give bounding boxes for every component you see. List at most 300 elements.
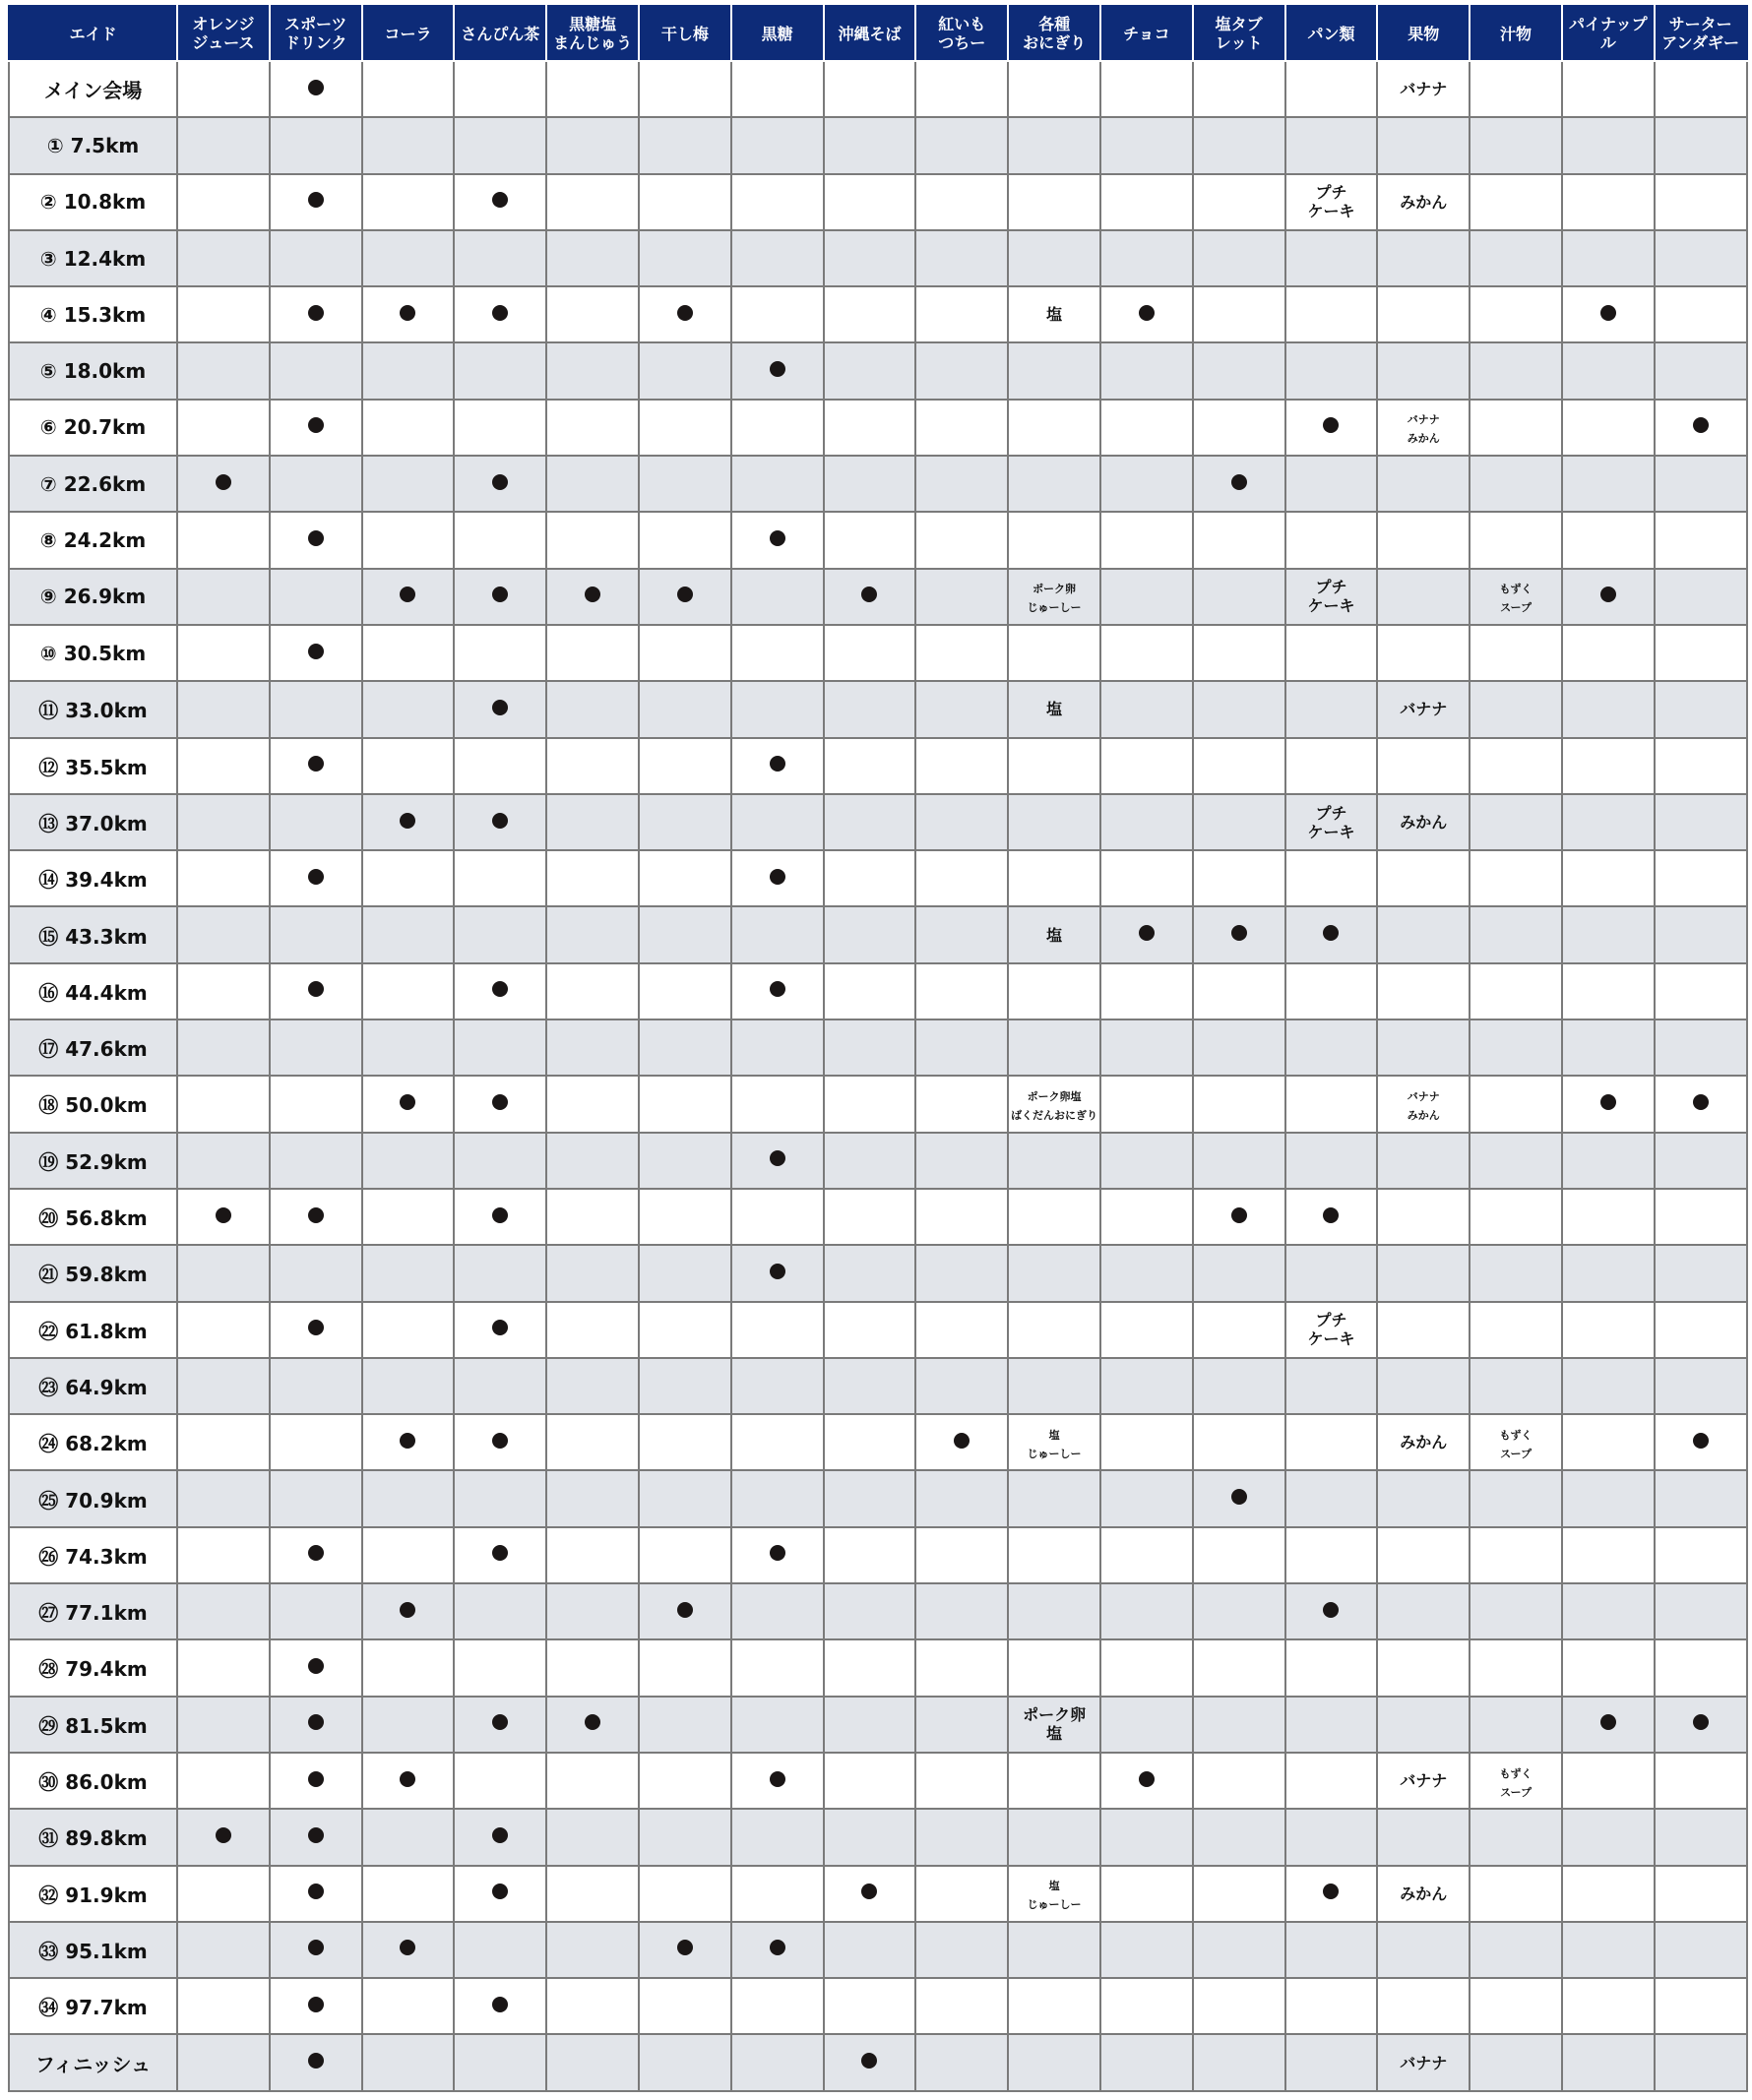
table-cell bbox=[1285, 1697, 1378, 1753]
table-cell bbox=[915, 906, 1008, 962]
table-cell bbox=[1377, 1189, 1470, 1245]
header-item bbox=[546, 6, 639, 61]
table-cell bbox=[915, 569, 1008, 625]
table-cell bbox=[1008, 1809, 1100, 1865]
table-cell bbox=[915, 342, 1008, 399]
table-cell bbox=[454, 2034, 546, 2090]
aid-station-table-container bbox=[8, 5, 1746, 2092]
table-cell bbox=[177, 681, 270, 737]
aid-station-label: ㉛ 89.8km bbox=[9, 1809, 177, 1865]
table-cell bbox=[454, 963, 546, 1019]
cell-text: バナナ bbox=[1400, 700, 1448, 719]
header-label: サーター アンダギー bbox=[1661, 15, 1740, 52]
provided-dot-icon bbox=[216, 1827, 231, 1843]
table-cell bbox=[824, 625, 916, 681]
table-cell bbox=[731, 906, 824, 962]
provided-dot-icon bbox=[1600, 1714, 1616, 1730]
provided-dot-icon bbox=[861, 587, 877, 602]
table-cell bbox=[731, 1076, 824, 1132]
table-cell bbox=[1377, 512, 1470, 568]
table-cell bbox=[546, 1583, 639, 1639]
table-cell bbox=[731, 738, 824, 794]
table-cell bbox=[1470, 117, 1562, 173]
provided-dot-icon bbox=[492, 587, 508, 602]
table-cell bbox=[731, 569, 824, 625]
table-cell bbox=[731, 117, 824, 173]
table-cell bbox=[454, 1358, 546, 1414]
table-cell bbox=[546, 1753, 639, 1809]
table-cell bbox=[1285, 286, 1378, 342]
cell-text: 塩 bbox=[1046, 305, 1063, 325]
table-cell bbox=[546, 906, 639, 962]
aid-station-label: ⑱ 50.0km bbox=[9, 1076, 177, 1132]
table-row bbox=[9, 512, 1747, 568]
table-cell bbox=[1377, 1978, 1470, 2034]
header-item bbox=[731, 6, 824, 61]
provided-dot-icon bbox=[308, 417, 324, 433]
table-cell bbox=[915, 1358, 1008, 1414]
provided-dot-icon bbox=[770, 1264, 785, 1279]
table-cell bbox=[1655, 342, 1747, 399]
table-row bbox=[9, 625, 1747, 681]
cell-text: もずく スープ bbox=[1499, 1766, 1533, 1799]
table-cell bbox=[824, 1922, 916, 1978]
table-cell bbox=[1655, 512, 1747, 568]
table-cell bbox=[1655, 286, 1747, 342]
table-cell bbox=[1470, 230, 1562, 286]
table-cell bbox=[454, 794, 546, 850]
table-cell bbox=[546, 456, 639, 512]
table-cell bbox=[1100, 1245, 1193, 1301]
table-cell bbox=[1285, 1133, 1378, 1189]
table-cell bbox=[1008, 1133, 1100, 1189]
table-cell bbox=[1193, 1245, 1285, 1301]
table-cell bbox=[1100, 286, 1193, 342]
provided-dot-icon bbox=[308, 80, 324, 95]
cell-text: もずく スープ bbox=[1499, 1428, 1533, 1460]
table-cell bbox=[639, 850, 731, 906]
table-cell bbox=[454, 1302, 546, 1358]
table-cell bbox=[1470, 1809, 1562, 1865]
table-cell bbox=[639, 1697, 731, 1753]
aid-station-label: ⑥ 20.7km bbox=[9, 400, 177, 456]
table-cell bbox=[1193, 286, 1285, 342]
header-label: スポーツ ドリンク bbox=[283, 15, 347, 52]
header-aid bbox=[9, 6, 177, 61]
table-row bbox=[9, 1583, 1747, 1639]
provided-dot-icon bbox=[400, 1940, 415, 1955]
provided-dot-icon bbox=[400, 813, 415, 829]
provided-dot-icon bbox=[400, 1602, 415, 1618]
header-label: 塩タブ レット bbox=[1215, 15, 1263, 52]
table-cell bbox=[1377, 456, 1470, 512]
table-cell bbox=[731, 456, 824, 512]
table-cell bbox=[639, 1302, 731, 1358]
table-cell bbox=[1377, 1639, 1470, 1696]
table-cell bbox=[1100, 1639, 1193, 1696]
table-cell bbox=[546, 1527, 639, 1583]
header-label: 沖縄そば bbox=[838, 24, 902, 43]
table-row bbox=[9, 400, 1747, 456]
table-cell bbox=[454, 850, 546, 906]
table-cell bbox=[454, 230, 546, 286]
table-cell bbox=[1100, 1583, 1193, 1639]
table-cell bbox=[824, 1133, 916, 1189]
table-cell bbox=[362, 1302, 455, 1358]
table-cell bbox=[824, 400, 916, 456]
table-cell bbox=[731, 1697, 824, 1753]
table-cell bbox=[1285, 1922, 1378, 1978]
table-cell bbox=[1100, 850, 1193, 906]
table-cell bbox=[824, 342, 916, 399]
table-cell bbox=[454, 174, 546, 230]
table-cell bbox=[177, 1639, 270, 1696]
cell-text: 塩 じゅーしー bbox=[1027, 1428, 1082, 1460]
table-cell bbox=[1193, 738, 1285, 794]
table-cell bbox=[362, 1133, 455, 1189]
table-cell bbox=[639, 1527, 731, 1583]
table-cell bbox=[1655, 850, 1747, 906]
header-label: 黒糖 bbox=[761, 24, 793, 43]
provided-dot-icon bbox=[308, 305, 324, 321]
table-cell bbox=[1562, 61, 1655, 117]
aid-station-label: ⑬ 37.0km bbox=[9, 794, 177, 850]
provided-dot-icon bbox=[861, 1884, 877, 1899]
table-cell bbox=[1285, 850, 1378, 906]
table-cell bbox=[1100, 681, 1193, 737]
table-cell bbox=[270, 400, 362, 456]
table-cell bbox=[1470, 1189, 1562, 1245]
table-cell bbox=[270, 794, 362, 850]
table-cell bbox=[177, 1076, 270, 1132]
table-cell bbox=[824, 850, 916, 906]
aid-station-label: ㉞ 97.7km bbox=[9, 1978, 177, 2034]
table-cell bbox=[1193, 1189, 1285, 1245]
table-cell bbox=[1377, 1470, 1470, 1526]
table-cell bbox=[546, 1470, 639, 1526]
table-cell bbox=[1008, 1414, 1100, 1470]
table-cell bbox=[1470, 1753, 1562, 1809]
table-cell bbox=[546, 1189, 639, 1245]
table-cell bbox=[1562, 174, 1655, 230]
table-cell bbox=[1193, 1922, 1285, 1978]
table-cell bbox=[1100, 512, 1193, 568]
header-item bbox=[454, 6, 546, 61]
table-cell bbox=[915, 1245, 1008, 1301]
table-cell bbox=[454, 1639, 546, 1696]
table-cell bbox=[1470, 906, 1562, 962]
table-cell bbox=[270, 1527, 362, 1583]
table-cell bbox=[1100, 61, 1193, 117]
table-cell bbox=[1377, 738, 1470, 794]
table-cell bbox=[1193, 681, 1285, 737]
table-cell bbox=[1655, 1753, 1747, 1809]
cell-text: ポーク卵 じゅーしー bbox=[1027, 583, 1082, 615]
table-cell bbox=[1285, 1414, 1378, 1470]
table-cell bbox=[824, 569, 916, 625]
table-cell bbox=[1285, 230, 1378, 286]
table-cell bbox=[1100, 342, 1193, 399]
table-cell bbox=[1377, 1583, 1470, 1639]
table-row bbox=[9, 1189, 1747, 1245]
table-cell bbox=[1285, 342, 1378, 399]
aid-station-label: ⑦ 22.6km bbox=[9, 456, 177, 512]
table-cell bbox=[1470, 1019, 1562, 1076]
table-cell bbox=[362, 906, 455, 962]
table-cell bbox=[1285, 174, 1378, 230]
table-cell bbox=[270, 1470, 362, 1526]
table-cell bbox=[362, 738, 455, 794]
table-cell bbox=[546, 1639, 639, 1696]
provided-dot-icon bbox=[492, 981, 508, 997]
table-cell bbox=[1100, 1414, 1193, 1470]
table-cell bbox=[1377, 1076, 1470, 1132]
table-cell bbox=[1377, 400, 1470, 456]
table-cell bbox=[362, 1527, 455, 1583]
table-cell bbox=[362, 1583, 455, 1639]
header-label: チョコ bbox=[1123, 24, 1170, 43]
table-cell bbox=[1008, 1639, 1100, 1696]
table-cell bbox=[1562, 794, 1655, 850]
table-row bbox=[9, 1753, 1747, 1809]
cell-text: バナナ bbox=[1400, 1771, 1448, 1791]
table-cell bbox=[824, 1639, 916, 1696]
aid-station-label: ③ 12.4km bbox=[9, 230, 177, 286]
table-cell bbox=[1655, 963, 1747, 1019]
table-cell bbox=[1562, 1866, 1655, 1922]
table-cell bbox=[177, 1753, 270, 1809]
table-cell bbox=[1285, 1245, 1378, 1301]
provided-dot-icon bbox=[308, 756, 324, 772]
table-cell bbox=[546, 1866, 639, 1922]
table-row bbox=[9, 1245, 1747, 1301]
table-cell bbox=[1562, 456, 1655, 512]
table-cell bbox=[731, 1639, 824, 1696]
table-cell bbox=[639, 681, 731, 737]
table-cell bbox=[546, 2034, 639, 2090]
table-cell bbox=[731, 512, 824, 568]
provided-dot-icon bbox=[492, 1827, 508, 1843]
table-cell bbox=[1193, 61, 1285, 117]
table-cell bbox=[362, 61, 455, 117]
table-cell bbox=[362, 512, 455, 568]
provided-dot-icon bbox=[1693, 1433, 1709, 1449]
table-cell bbox=[177, 850, 270, 906]
table-cell bbox=[1562, 1978, 1655, 2034]
table-cell bbox=[1470, 400, 1562, 456]
provided-dot-icon bbox=[770, 1545, 785, 1561]
table-row bbox=[9, 456, 1747, 512]
table-cell bbox=[546, 738, 639, 794]
table-cell bbox=[1100, 625, 1193, 681]
table-cell bbox=[270, 1922, 362, 1978]
table-cell bbox=[270, 625, 362, 681]
table-cell bbox=[639, 400, 731, 456]
table-cell bbox=[1100, 1978, 1193, 2034]
table-cell bbox=[177, 286, 270, 342]
table-cell bbox=[1008, 1697, 1100, 1753]
table-cell bbox=[915, 1527, 1008, 1583]
table-cell bbox=[1377, 569, 1470, 625]
table-cell bbox=[1377, 1753, 1470, 1809]
table-cell bbox=[1655, 738, 1747, 794]
table-cell bbox=[454, 1866, 546, 1922]
table-cell bbox=[1377, 1019, 1470, 1076]
table-cell bbox=[1655, 1978, 1747, 2034]
table-cell bbox=[454, 117, 546, 173]
table-cell bbox=[731, 286, 824, 342]
table-cell bbox=[1470, 625, 1562, 681]
table-cell bbox=[915, 1697, 1008, 1753]
table-cell bbox=[546, 1245, 639, 1301]
table-cell bbox=[1193, 1076, 1285, 1132]
table-cell bbox=[1193, 1527, 1285, 1583]
provided-dot-icon bbox=[770, 981, 785, 997]
aid-station-label: ㉚ 86.0km bbox=[9, 1753, 177, 1809]
table-cell bbox=[639, 963, 731, 1019]
table-cell bbox=[270, 906, 362, 962]
table-cell bbox=[824, 1470, 916, 1526]
table-cell bbox=[915, 456, 1008, 512]
provided-dot-icon bbox=[677, 587, 693, 602]
table-cell bbox=[1193, 850, 1285, 906]
table-cell bbox=[639, 61, 731, 117]
header-item bbox=[1008, 6, 1100, 61]
table-row bbox=[9, 1358, 1747, 1414]
table-cell bbox=[1193, 117, 1285, 173]
table-cell bbox=[639, 117, 731, 173]
provided-dot-icon bbox=[308, 1827, 324, 1843]
table-row bbox=[9, 906, 1747, 962]
table-cell bbox=[454, 569, 546, 625]
table-cell bbox=[731, 1019, 824, 1076]
table-cell bbox=[915, 1189, 1008, 1245]
table-cell bbox=[1008, 850, 1100, 906]
table-cell bbox=[1008, 1019, 1100, 1076]
provided-dot-icon bbox=[1693, 1094, 1709, 1110]
table-cell bbox=[824, 174, 916, 230]
aid-station-label: ㉘ 79.4km bbox=[9, 1639, 177, 1696]
table-cell bbox=[731, 1189, 824, 1245]
table-row bbox=[9, 1019, 1747, 1076]
provided-dot-icon bbox=[308, 644, 324, 659]
table-cell bbox=[731, 1527, 824, 1583]
table-cell bbox=[270, 1639, 362, 1696]
table-cell bbox=[639, 2034, 731, 2090]
table-cell bbox=[1008, 174, 1100, 230]
table-cell bbox=[1562, 1076, 1655, 1132]
table-cell bbox=[1655, 230, 1747, 286]
table-cell bbox=[177, 1978, 270, 2034]
header-label: コーラ bbox=[384, 24, 432, 43]
table-cell bbox=[454, 1076, 546, 1132]
header-label: 干し梅 bbox=[660, 24, 709, 43]
provided-dot-icon bbox=[1139, 305, 1155, 321]
cell-text: バナナ みかん bbox=[1407, 413, 1440, 446]
table-cell bbox=[454, 1019, 546, 1076]
provided-dot-icon bbox=[1139, 1771, 1155, 1787]
provided-dot-icon bbox=[308, 1658, 324, 1674]
table-cell bbox=[270, 569, 362, 625]
provided-dot-icon bbox=[1231, 474, 1247, 490]
table-row bbox=[9, 1922, 1747, 1978]
table-cell bbox=[915, 512, 1008, 568]
table-cell bbox=[1193, 174, 1285, 230]
table-cell bbox=[362, 1753, 455, 1809]
table-cell bbox=[1377, 342, 1470, 399]
table-cell bbox=[362, 569, 455, 625]
table-cell bbox=[177, 1866, 270, 1922]
provided-dot-icon bbox=[308, 192, 324, 208]
table-cell bbox=[731, 1470, 824, 1526]
table-cell bbox=[546, 230, 639, 286]
table-cell bbox=[1562, 1527, 1655, 1583]
table-cell bbox=[1008, 1189, 1100, 1245]
aid-station-label: ⑭ 39.4km bbox=[9, 850, 177, 906]
table-cell bbox=[1193, 512, 1285, 568]
table-cell bbox=[824, 1866, 916, 1922]
table-cell bbox=[824, 1753, 916, 1809]
table-cell bbox=[1285, 906, 1378, 962]
aid-station-label: ⑨ 26.9km bbox=[9, 569, 177, 625]
table-cell bbox=[824, 61, 916, 117]
provided-dot-icon bbox=[770, 1150, 785, 1166]
aid-station-label: ⑤ 18.0km bbox=[9, 342, 177, 399]
provided-dot-icon bbox=[492, 700, 508, 715]
provided-dot-icon bbox=[308, 1884, 324, 1899]
provided-dot-icon bbox=[492, 1207, 508, 1223]
table-cell bbox=[362, 1189, 455, 1245]
table-cell bbox=[1655, 1019, 1747, 1076]
table-cell bbox=[177, 400, 270, 456]
aid-station-label: ㉝ 95.1km bbox=[9, 1922, 177, 1978]
header-item bbox=[1285, 6, 1378, 61]
table-cell bbox=[270, 681, 362, 737]
table-cell bbox=[362, 1866, 455, 1922]
table-cell bbox=[362, 117, 455, 173]
table-cell bbox=[915, 174, 1008, 230]
table-cell bbox=[731, 681, 824, 737]
table-cell bbox=[1193, 1809, 1285, 1865]
table-cell bbox=[270, 1866, 362, 1922]
table-cell bbox=[1193, 1978, 1285, 2034]
table-cell bbox=[1285, 512, 1378, 568]
table-cell bbox=[915, 738, 1008, 794]
table-cell bbox=[1377, 794, 1470, 850]
table-cell bbox=[454, 1922, 546, 1978]
table-cell bbox=[270, 1583, 362, 1639]
table-cell bbox=[1562, 1414, 1655, 1470]
provided-dot-icon bbox=[492, 1545, 508, 1561]
table-cell bbox=[639, 794, 731, 850]
table-cell bbox=[1655, 1866, 1747, 1922]
table-cell bbox=[731, 850, 824, 906]
table-cell bbox=[1562, 512, 1655, 568]
table-cell bbox=[1377, 850, 1470, 906]
table-cell bbox=[1470, 569, 1562, 625]
provided-dot-icon bbox=[308, 869, 324, 885]
header-label: パン類 bbox=[1307, 24, 1355, 43]
table-cell bbox=[639, 1245, 731, 1301]
table-cell bbox=[546, 174, 639, 230]
table-cell bbox=[454, 1414, 546, 1470]
provided-dot-icon bbox=[308, 1997, 324, 2012]
table-cell bbox=[1193, 1133, 1285, 1189]
table-cell bbox=[1100, 1922, 1193, 1978]
table-row bbox=[9, 963, 1747, 1019]
table-cell bbox=[639, 906, 731, 962]
table-cell bbox=[1008, 569, 1100, 625]
